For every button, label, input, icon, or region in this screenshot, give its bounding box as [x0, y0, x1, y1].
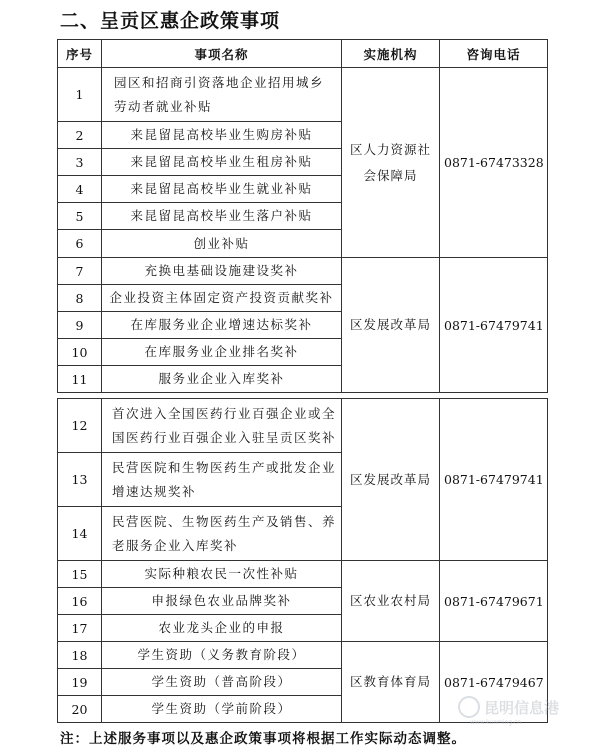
row-agency: 区教育体育局 — [342, 642, 440, 723]
row-item-name: 农业龙头企业的申报 — [102, 615, 342, 642]
row-num: 18 — [58, 642, 102, 669]
row-item-name: 企业投资主体固定资产投资贡献奖补 — [102, 285, 342, 312]
header-num: 序号 — [58, 40, 102, 68]
row-phone: 0871-67479671 — [440, 561, 548, 642]
row-item-name: 充换电基础设施建设奖补 — [102, 258, 342, 285]
policy-table-part-1 — [57, 39, 548, 393]
row-agency: 区农业农村局 — [342, 561, 440, 642]
row-num: 3 — [58, 149, 102, 176]
header-name: 事项名称 — [102, 40, 342, 68]
row-num: 19 — [58, 669, 102, 696]
row-num: 7 — [58, 258, 102, 285]
row-num: 17 — [58, 615, 102, 642]
row-phone: 0871-67479467 — [440, 642, 548, 723]
header-agency: 实施机构 — [342, 40, 440, 68]
row-item-name: 学生资助（普高阶段） — [102, 669, 342, 696]
row-item-name: 来昆留昆高校毕业生租房补贴 — [102, 149, 342, 176]
table-row — [58, 258, 548, 285]
watermark — [458, 696, 559, 718]
row-num: 16 — [58, 588, 102, 615]
row-agency: 区发展改革局 — [342, 399, 440, 561]
header-phone: 咨询电话 — [440, 40, 548, 68]
table-row — [58, 561, 548, 588]
table-row — [58, 399, 548, 453]
row-phone: 0871-67479741 — [440, 258, 548, 393]
row-num: 13 — [58, 453, 102, 507]
row-phone: 0871-67479741 — [440, 399, 548, 561]
watermark-logo-icon — [458, 696, 480, 718]
row-num: 12 — [58, 399, 102, 453]
row-item-name: 民营医院、生物医药生产及销售、养老服务企业入库奖补 — [102, 507, 342, 561]
row-num: 1 — [58, 68, 102, 122]
row-num: 11 — [58, 366, 102, 393]
row-num: 9 — [58, 312, 102, 339]
row-item-name: 创业补贴 — [102, 230, 342, 258]
row-item-name: 学生资助（义务教育阶段） — [102, 642, 342, 669]
row-item-name: 在库服务业企业排名奖补 — [102, 339, 342, 366]
row-item-name: 来昆留昆高校毕业生落户补贴 — [102, 203, 342, 230]
row-num: 10 — [58, 339, 102, 366]
row-num: 14 — [58, 507, 102, 561]
table-row — [58, 68, 548, 122]
row-item-name: 首次进入全国医药行业百强企业或全国医药行业百强企业入驻呈贡区奖补 — [102, 399, 342, 453]
row-item-name: 在库服务业企业增速达标奖补 — [102, 312, 342, 339]
row-item-name: 实际种粮农民一次性补贴 — [102, 561, 342, 588]
row-item-name: 来昆留昆高校毕业生购房补贴 — [102, 122, 342, 149]
row-phone: 0871-67473328 — [440, 68, 548, 258]
row-num: 4 — [58, 176, 102, 203]
row-item-name: 申报绿色农业品牌奖补 — [102, 588, 342, 615]
watermark-text: 昆明信息港 — [484, 698, 560, 717]
row-num: 5 — [58, 203, 102, 230]
row-item-name: 民营医院和生物医药生产或批发企业增速达规奖补 — [102, 453, 342, 507]
row-agency: 区人力资源社会保障局 — [342, 68, 440, 258]
row-num: 15 — [58, 561, 102, 588]
footnote: 注：上述服务事项以及惠企政策事项将根据工作实际动态调整。 — [60, 731, 466, 747]
row-item-name: 学生资助（学前阶段） — [102, 696, 342, 723]
row-num: 8 — [58, 285, 102, 312]
row-num: 20 — [58, 696, 102, 723]
table-header-row — [58, 40, 548, 68]
table-row — [58, 642, 548, 669]
row-item-name: 服务业企业入库奖补 — [102, 366, 342, 393]
row-item-name: 来昆留昆高校毕业生就业补贴 — [102, 176, 342, 203]
watermark-url: www.kunming.cn — [470, 719, 522, 726]
row-item-name: 园区和招商引资落地企业招用城乡劳动者就业补贴 — [102, 68, 342, 122]
row-agency: 区发展改革局 — [342, 258, 440, 393]
row-num: 6 — [58, 230, 102, 258]
section-title: 二、呈贡区惠企政策事项 — [60, 10, 281, 32]
row-num: 2 — [58, 122, 102, 149]
policy-table-part-2 — [57, 398, 548, 723]
